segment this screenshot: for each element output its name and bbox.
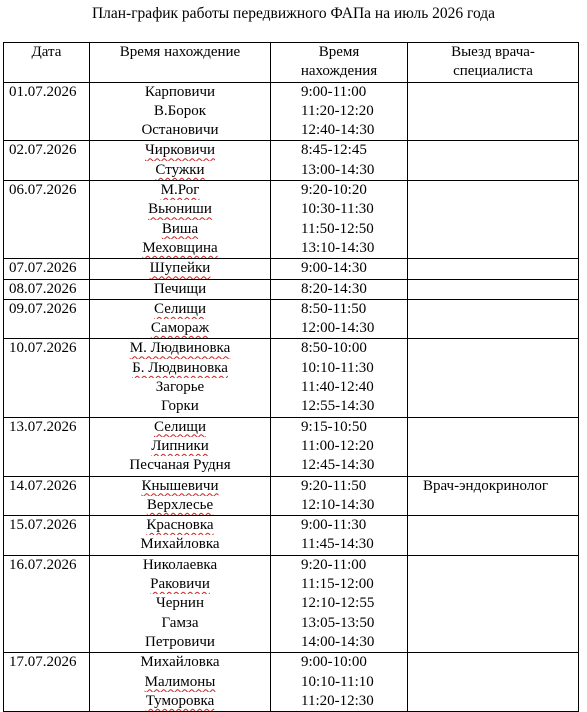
table-row bbox=[4, 516, 579, 556]
date-cell: 01.07.2026 bbox=[4, 82, 90, 141]
time-range: 9:00-11:30 bbox=[301, 517, 367, 534]
place-name: Виша bbox=[161, 220, 199, 237]
time-cell bbox=[271, 181, 408, 259]
table-header-row bbox=[4, 43, 579, 83]
header-time: Время нахождения bbox=[271, 43, 408, 83]
place-name: Вьюниши bbox=[148, 201, 212, 218]
time-range: 9:20-11:50 bbox=[301, 477, 367, 494]
table-row bbox=[4, 555, 579, 652]
table-row bbox=[4, 417, 579, 476]
date-cell: 15.07.2026 bbox=[4, 516, 90, 556]
place-cell bbox=[90, 516, 271, 556]
doctor-cell bbox=[408, 516, 579, 556]
page-title: План-график работы передвижного ФАПа на июль 2026 года bbox=[91, 5, 496, 22]
doctor-cell bbox=[408, 653, 579, 712]
place-name: Печищи bbox=[153, 280, 207, 297]
table-row bbox=[4, 476, 579, 516]
doctor-cell bbox=[408, 417, 579, 476]
place-name: Петровичи bbox=[145, 633, 215, 650]
date-cell: 06.07.2026 bbox=[4, 181, 90, 259]
doctor-cell bbox=[408, 82, 579, 141]
time-cell bbox=[271, 417, 408, 476]
place-name: Б. Людвиновка bbox=[132, 359, 228, 376]
time-range: 11:00-12:20 bbox=[301, 437, 374, 454]
place-cell bbox=[90, 279, 271, 299]
time-range: 11:40-12:40 bbox=[301, 379, 374, 396]
date-cell: 13.07.2026 bbox=[4, 417, 90, 476]
place-name: Стужки bbox=[155, 161, 205, 178]
time-cell bbox=[271, 516, 408, 556]
time-range: 12:10-14:30 bbox=[301, 496, 375, 513]
time-range: 12:10-12:55 bbox=[301, 595, 375, 612]
time-range: 9:00-10:00 bbox=[301, 654, 367, 671]
place-cell bbox=[90, 259, 271, 279]
place-cell bbox=[90, 555, 271, 652]
table-row bbox=[4, 141, 579, 181]
schedule-table bbox=[3, 42, 579, 712]
header-place: Время нахождение bbox=[90, 43, 271, 83]
time-range: 8:45-12:45 bbox=[301, 142, 367, 159]
time-range: 14:00-14:30 bbox=[301, 633, 375, 650]
place-name: Верхлесье bbox=[146, 496, 214, 513]
place-name: Туморовка bbox=[145, 692, 215, 709]
table-row bbox=[4, 259, 579, 279]
date-cell: 07.07.2026 bbox=[4, 259, 90, 279]
header-doctor: Выезд врача- специалиста bbox=[408, 43, 579, 83]
doctor-cell bbox=[408, 299, 579, 339]
place-name: Селищи bbox=[154, 418, 206, 435]
time-range: 8:50-10:00 bbox=[301, 340, 367, 357]
place-name: Шупейки bbox=[149, 260, 211, 277]
time-range: 11:20-12:30 bbox=[301, 692, 374, 709]
place-name: Меховщина bbox=[142, 239, 218, 256]
time-cell bbox=[271, 259, 408, 279]
place-name: Остановичи bbox=[141, 122, 219, 139]
time-range: 9:00-14:30 bbox=[301, 260, 367, 277]
place-cell bbox=[90, 82, 271, 141]
time-cell bbox=[271, 82, 408, 141]
time-cell bbox=[271, 476, 408, 516]
table-row bbox=[4, 82, 579, 141]
time-range: 9:00-11:00 bbox=[301, 83, 367, 100]
time-cell bbox=[271, 141, 408, 181]
place-name: Карповичи bbox=[144, 83, 216, 100]
place-name: Песчаная Рудня bbox=[129, 457, 231, 474]
time-range: 11:50-12:50 bbox=[301, 220, 374, 237]
doctor-cell bbox=[408, 279, 579, 299]
time-range: 10:10-11:10 bbox=[301, 673, 374, 690]
time-range: 13:10-14:30 bbox=[301, 239, 375, 256]
date-cell: 16.07.2026 bbox=[4, 555, 90, 652]
place-name: М. Людвиновка bbox=[129, 340, 231, 357]
doctor-cell bbox=[408, 259, 579, 279]
place-name: Михайловка bbox=[140, 536, 220, 553]
time-range: 11:45-14:30 bbox=[301, 536, 374, 553]
doctor-cell bbox=[408, 339, 579, 417]
place-name: Николаевка bbox=[142, 556, 218, 573]
place-name: Кнышевичи bbox=[141, 477, 219, 494]
place-cell bbox=[90, 141, 271, 181]
place-cell bbox=[90, 417, 271, 476]
place-name: М.Рог bbox=[160, 182, 200, 199]
place-cell bbox=[90, 476, 271, 516]
place-name: Селищи bbox=[154, 300, 206, 317]
time-range: 10:30-11:30 bbox=[301, 201, 374, 218]
place-name: Михайловка bbox=[140, 654, 220, 671]
time-cell bbox=[271, 279, 408, 299]
time-range: 11:20-12:20 bbox=[301, 102, 374, 119]
time-cell bbox=[271, 339, 408, 417]
table-row bbox=[4, 653, 579, 712]
time-range: 12:45-14:30 bbox=[301, 457, 375, 474]
place-name: Горки bbox=[161, 398, 199, 415]
place-cell bbox=[90, 653, 271, 712]
time-cell bbox=[271, 299, 408, 339]
time-range: 8:20-14:30 bbox=[301, 280, 367, 297]
place-name: Красновка bbox=[146, 517, 214, 534]
place-cell bbox=[90, 339, 271, 417]
time-range: 13:05-13:50 bbox=[301, 614, 375, 631]
table-row bbox=[4, 279, 579, 299]
time-cell bbox=[271, 555, 408, 652]
place-cell bbox=[90, 299, 271, 339]
time-range: 9:20-10:20 bbox=[301, 182, 367, 199]
time-range: 11:15-12:00 bbox=[301, 576, 374, 593]
date-cell: 02.07.2026 bbox=[4, 141, 90, 181]
time-range: 10:10-11:30 bbox=[301, 359, 374, 376]
table-row bbox=[4, 299, 579, 339]
time-range: 9:15-10:50 bbox=[301, 418, 367, 435]
place-name: Загорье bbox=[155, 379, 205, 396]
table-row bbox=[4, 181, 579, 259]
schedule-body bbox=[4, 82, 579, 712]
doctor-cell bbox=[408, 141, 579, 181]
doctor-cell bbox=[408, 181, 579, 259]
place-name: Самораж bbox=[150, 320, 210, 337]
time-range: 12:40-14:30 bbox=[301, 122, 375, 139]
place-name: Малимоны bbox=[144, 673, 216, 690]
doctor-cell bbox=[408, 555, 579, 652]
time-range: 13:00-14:30 bbox=[301, 161, 375, 178]
time-range: 8:50-11:50 bbox=[301, 300, 367, 317]
date-cell: 09.07.2026 bbox=[4, 299, 90, 339]
doctor-cell: Врач-эндокринолог bbox=[408, 476, 579, 516]
date-cell: 10.07.2026 bbox=[4, 339, 90, 417]
place-name: Чернин bbox=[156, 595, 204, 612]
place-name: Чирковичи bbox=[145, 142, 215, 159]
header-date: Дата bbox=[4, 43, 90, 83]
place-name: Липники bbox=[151, 437, 209, 454]
time-cell bbox=[271, 653, 408, 712]
table-row bbox=[4, 339, 579, 417]
place-cell bbox=[90, 181, 271, 259]
place-name: В.Борок bbox=[153, 102, 207, 119]
place-name: Раковичи bbox=[150, 576, 210, 593]
date-cell: 17.07.2026 bbox=[4, 653, 90, 712]
date-cell: 14.07.2026 bbox=[4, 476, 90, 516]
date-cell: 08.07.2026 bbox=[4, 279, 90, 299]
time-range: 12:00-14:30 bbox=[301, 320, 375, 337]
place-name: Гамза bbox=[161, 614, 199, 631]
time-range: 9:20-11:00 bbox=[301, 556, 367, 573]
time-range: 12:55-14:30 bbox=[301, 398, 375, 415]
